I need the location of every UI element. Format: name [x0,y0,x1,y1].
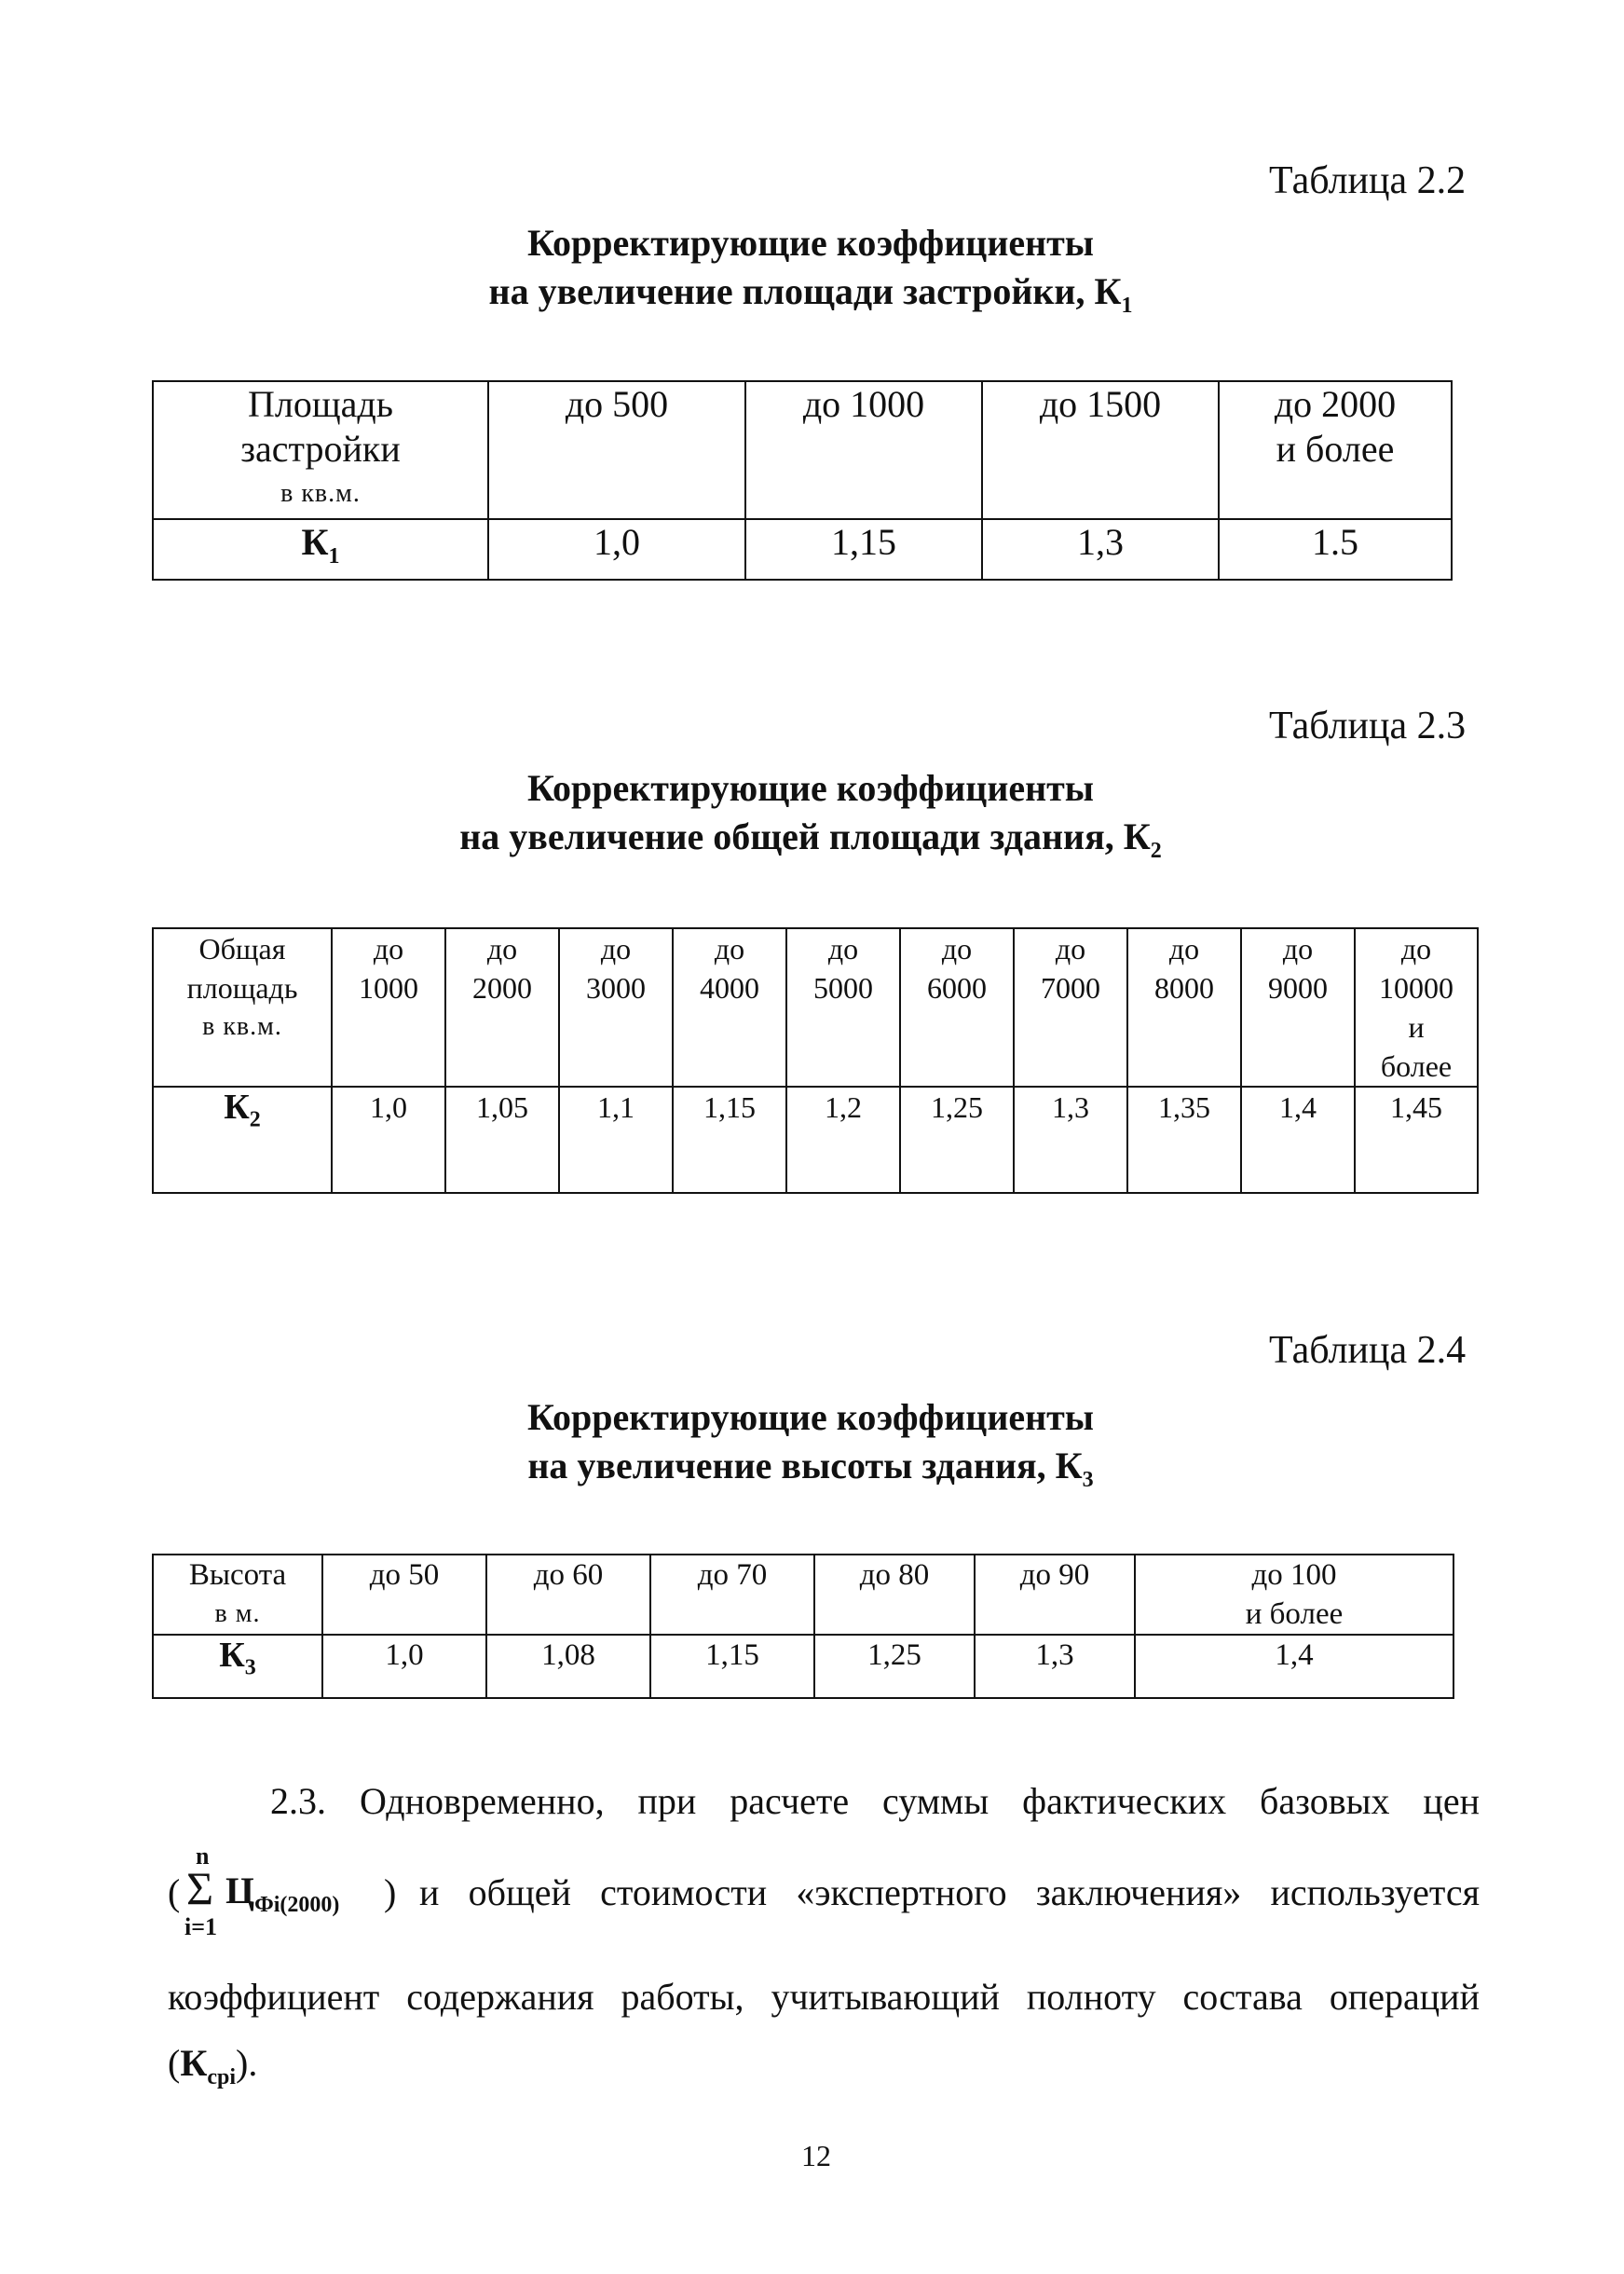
table3-header-col: до 80 [814,1555,975,1635]
paragraph-line2: и общей стоимости «экспертного заключения» используется [419,1871,1480,1913]
table1-title [354,219,1267,330]
table2-row-label: $К_2$ [153,1087,332,1193]
table2-header-label: Общая площадь в кв.м. [153,928,332,1087]
table3-caption: Таблица 2.4 [1269,1329,1467,1372]
table1-header-row [153,381,1452,519]
formula-open-paren: ( [168,1871,181,1913]
table3-cell: 1,3 [975,1635,1135,1698]
table2-header-col: до 8000 [1127,928,1241,1087]
table2-row-k2 [153,1087,1478,1193]
table1-header-col-last: до 2000 и более [1219,381,1452,519]
paragraph-line1: 2.3. Одновременно, при расчете суммы фактических базовых цен [270,1780,1480,1822]
table2-header-col: до 2000 [445,928,559,1087]
table3-header-col: до 90 [975,1555,1135,1635]
table2-header-col: до 4000 [673,928,786,1087]
table2-cell: 1,15 [673,1087,786,1193]
table1-cell: 1,15 [745,519,982,580]
paragraph-formula-line [168,1842,1480,1952]
table2 [152,927,1479,1194]
table3-title [354,1393,1267,1504]
table1-title-line1: Корректирующие коэффициенты [526,222,1095,264]
table1-cell: 1.5 [1219,519,1452,580]
table2-header-col: до 5000 [786,928,900,1087]
table3-header-col: до 50 [322,1555,486,1635]
table1-caption: Таблица 2.2 [1269,159,1467,202]
table3-cell: 1,0 [322,1635,486,1698]
table3-row-k3 [153,1635,1453,1698]
table2-header-col: до 1000 [332,928,445,1087]
table2-header-row [153,928,1478,1087]
table2-cell: 1,45 [1355,1087,1478,1193]
table2-caption: Таблица 2.3 [1269,705,1467,747]
table3-header-col: до 70 [650,1555,814,1635]
sum-lower-limit: i=1 [184,1913,218,1940]
table1-row-k1 [153,519,1452,580]
table2-header-col: до 9000 [1241,928,1355,1087]
table3-cell: 1,08 [486,1635,650,1698]
table3-header-col-last: до 100 и более [1135,1555,1453,1635]
table1-cell: 1,0 [488,519,745,580]
table1 [152,380,1453,581]
sum-symbol: Σ [186,1862,214,1914]
table2-title-line1: Корректирующие коэффициенты [526,767,1095,809]
table3-header-label: Высота в м. [153,1555,322,1635]
table3-title-line2: на увеличение высоты здания, $К_3$ [527,1445,1094,1492]
table1-header-col: до 500 [488,381,745,519]
table3-cell: 1,4 [1135,1635,1453,1698]
table3-row-label: $К_3$ [153,1635,322,1698]
formula-close-paren: ) [384,1871,397,1913]
table2-cell: 1,0 [332,1087,445,1193]
table2-cell: 1,25 [900,1087,1014,1193]
table1-header-col: до 1500 [982,381,1219,519]
table1-cell: 1,3 [982,519,1219,580]
table2-cell: 1,2 [786,1087,900,1193]
sum-upper-limit: n [196,1842,210,1870]
table2-header-col: до 3000 [559,928,673,1087]
table2-cell: 1,3 [1014,1087,1127,1193]
formula-term: $Ц_{Фi(2000)}$ [225,1870,340,1917]
table2-cell: 1,05 [445,1087,559,1193]
table3-title-line1: Корректирующие коэффициенты [526,1396,1095,1438]
table2-header-col-last: до 10000 и более [1355,928,1478,1087]
table2-header-col: до 7000 [1014,928,1127,1087]
table3-cell: 1,25 [814,1635,975,1698]
table1-header-label: Площадь застройки в кв.м. [153,381,488,519]
paragraph-line3: коэффициент содержания работы, учитывающий полноту состава операций [168,1976,1480,2018]
table3-header-col: до 60 [486,1555,650,1635]
table2-title-line2: на увеличение общей площади здания, $К_2$ [459,815,1162,863]
table1-row-label: $К_1$ [153,519,488,580]
table3 [152,1554,1454,1699]
table2-cell: 1,1 [559,1087,673,1193]
table3-cell: 1,15 [650,1635,814,1698]
table3-header-row [153,1555,1453,1635]
table2-header-col: до 6000 [900,928,1014,1087]
table2-cell: 1,35 [1127,1087,1241,1193]
table1-header-col: до 1000 [745,381,982,519]
table2-cell: 1,4 [1241,1087,1355,1193]
page-number: 12 [801,2139,831,2172]
paragraph-k-cpi: $(К_{cpi})$. [168,2042,258,2089]
table1-title-line2: на увеличение площади застройки, $К_1$ [488,270,1133,318]
table2-title [354,764,1267,875]
